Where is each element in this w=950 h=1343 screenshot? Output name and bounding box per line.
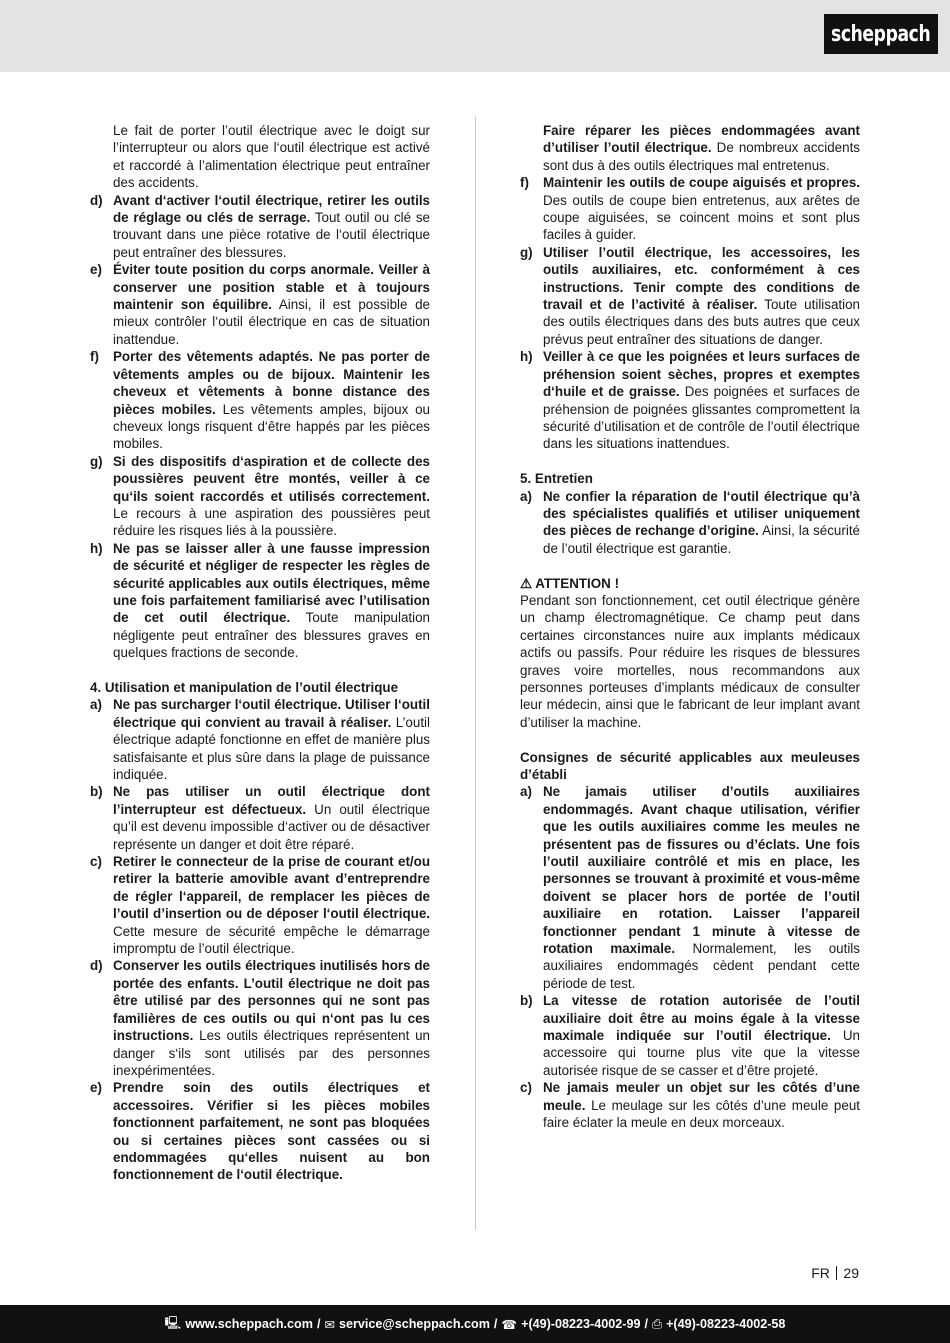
spacer (520, 557, 860, 574)
paragraph (520, 592, 860, 731)
body-text: Ainsi, il est possible de mieux contrôler l‘outil électrique en cas de situation inattendue. (113, 297, 430, 347)
body-text: Le fait de porter l’outil électrique avec le doigt sur l’interrupteur ou alors que l‘outil électrique est activé et raccordé à l’alimentation électrique peut entraîner des accidents. (113, 123, 430, 191)
body-text: De nombreux accidents sont dus à des outils électriques mal entretenus. (543, 140, 860, 173)
list-item (520, 783, 860, 992)
page-language: FR (811, 1265, 830, 1281)
list-item (90, 696, 430, 783)
list-item-label: d) (90, 192, 103, 208)
footer-separator: / (493, 1317, 498, 1331)
section-heading: 5. Entretien (520, 471, 593, 487)
footer-website-link[interactable]: www.scheppach.com (185, 1317, 313, 1331)
body-text: Pendant son fonctionnement, cet outil électrique génère un champ électromagnétique. Ce champ peut dans certaines circonstances nuire aux implants médicaux actifs ou passifs. Pour réduire les risques de blessures graves voire mortelles, nous recommandons aux personnes porteuses d’implants médicaux de consulter leur médecin, ainsi que le fabricant de leur implant avant d’utiliser la machine. (520, 592, 860, 730)
footer-phone: +(49)-08223-4002-99 (521, 1317, 641, 1331)
list-item-label: a) (90, 697, 102, 713)
body-text: Toute utilisation des outils électriques dans des buts autres que ceux prévus peut entraîner des situations de danger. (543, 297, 860, 347)
list-item (90, 853, 430, 957)
footer-separator: / (316, 1317, 321, 1331)
footer-email-link[interactable]: service@scheppach.com (339, 1317, 490, 1331)
list-item (90, 261, 430, 348)
body-text: Un accessoire qui tourne plus vite que la vitesse autorisée risque de se casser et d’être projeté. (543, 1028, 860, 1078)
bold-text: Utiliser l’outil électrique, les accessoires, les outils auxiliaires, etc. conformément à ces instructions. Tenir compte des conditions de travail et de l’activité à réaliser. (543, 244, 860, 313)
spacer (520, 731, 860, 748)
list-item-label: g) (520, 244, 533, 260)
list-item (90, 783, 430, 853)
bold-text: Faire réparer les pièces endommagées avant d’utiliser l’outil électrique. (543, 123, 860, 156)
brand-logo-text: scheppach (831, 21, 931, 47)
computer-icon: 🖳 (164, 1315, 182, 1330)
bold-text: Éviter toute position du corps anormale. Veiller à conserver une position stable et à toujours maintenir son équilibre. (113, 262, 430, 313)
body-text: Cette mesure de sécurité empêche le démarrage impromptu de l’outil électrique. (113, 923, 430, 957)
list-item (520, 244, 860, 348)
list-item (520, 348, 860, 452)
list-item-label: e) (90, 1080, 102, 1096)
bold-text: Maintenir les outils de coupe aiguisés et propres. (543, 175, 860, 191)
paragraph (520, 122, 860, 174)
bold-text: Ne pas surcharger l‘outil électrique. Utiliser l‘outil électrique qui convient au travail à réaliser. (113, 697, 430, 730)
body-text: Des poignées et surfaces de préhension de poignées glissantes compromettent la sécurité d’utilisation et de contrôle de l’outil électrique dans les situations inattendues. (543, 384, 860, 452)
list-item-label: b) (90, 784, 103, 800)
list-item (90, 192, 430, 262)
body-text: Les vêtements amples, bijoux ou cheveux longs risquent d‘être happés par les pièces mobiles. (113, 401, 430, 452)
bold-text: Ne pas utiliser un outil électrique dont l’interrupteur est défectueux. (113, 784, 430, 817)
phone-icon: ☎ (501, 1317, 518, 1332)
list-item (520, 1079, 860, 1131)
mail-icon: ✉ (324, 1317, 336, 1332)
list-item (90, 957, 430, 1079)
bold-text: Si des dispositifs d‘aspiration et de collecte des poussières peuvent être montés, veiller à ce qu‘ils soient raccordés et utilisés correctement. (113, 453, 430, 504)
spacer (520, 453, 860, 470)
bold-text: Ne confier la réparation de l‘outil électrique qu’à des spécialistes qualifiés et utiliser uniquement des pièces de rechange d’origine. (543, 488, 860, 539)
bold-text: Prendre soin des outils électriques et accessoires. Vérifier si les pièces mobiles fonctionnent parfaitement, ne sont pas bloquées ou si certaines pièces sont cassées ou si endommagées qu‘elles nuisent au bon fonctionnement de l‘outil électrique. (113, 1080, 430, 1183)
footer-separator: / (644, 1317, 648, 1331)
list-item-label: e) (90, 262, 102, 278)
column-divider (475, 116, 476, 1230)
page-number-value: 29 (843, 1265, 859, 1281)
list-item-label: f) (90, 349, 99, 365)
list-item-label: h) (90, 540, 103, 556)
body-text: Ainsi, la sécurité de l’outil électrique est garantie. (543, 523, 860, 556)
list-item-label: h) (520, 349, 533, 365)
spacer (90, 662, 430, 679)
list-item (90, 540, 430, 662)
body-text: Des outils de coupe bien entretenus, aux arêtes de coupe aiguisées, se coincent moins et sont plus faciles à guider. (543, 192, 860, 243)
fax-icon: ⎙ (651, 1316, 663, 1331)
footer-contact-bar (0, 1305, 950, 1343)
brand-logo (824, 14, 938, 54)
bold-text: Ne pas se laisser aller à une fausse impression de sécurité et négliger de respecter les règles de sécurité applicables aux outils électriques, même une fois parfaitement familiarisé avec l’utilisation de cet outil électrique. (113, 540, 430, 626)
bold-text: Porter des vêtements adaptés. Ne pas porter de vêtements amples ou de bijoux. Maintenir les cheveux et vêtements à bonne distance des pièces mobiles. (113, 349, 430, 417)
list-item-label: a) (520, 488, 532, 504)
body-text: Un outil électrique qu’il est devenu impossible d‘activer ou de désactiver représente un danger et doit être réparé. (113, 801, 430, 852)
body-text: Le meulage sur les côtés d’une meule peut faire éclater la meule en deux morceaux. (543, 1097, 860, 1131)
list-item-label: a) (520, 784, 532, 800)
list-item-label: f) (520, 175, 529, 191)
paragraph (90, 122, 430, 192)
right-column (520, 122, 860, 1132)
list-item (520, 174, 860, 244)
bold-text: Retirer le connecteur de la prise de courant et/ou retirer la batterie amovible avant d’entreprendre de régler l‘appareil, de remplacer les pièces de l’outil d’insertion ou de déposer l‘outil électrique. (113, 854, 430, 922)
header-band (0, 0, 950, 72)
list-item-label: b) (520, 993, 533, 1009)
list-item (520, 992, 860, 1079)
list-item (90, 1079, 430, 1183)
page-number (811, 1265, 859, 1281)
footer-fax: +(49)-08223-4002-58 (666, 1317, 786, 1331)
body-text: Toute manipulation négligente peut entraîner des blessures graves en quelques fractions de seconde. (113, 610, 430, 661)
body-text: Les outils électriques représentent un danger s‘ils sont utilisés par des personnes inexpérimentées. (113, 1028, 430, 1078)
section-heading: ⚠ ATTENTION ! (520, 575, 620, 591)
list-item-label: c) (90, 854, 102, 870)
list-item-label: g) (90, 453, 103, 469)
bold-text: Conserver les outils électriques inutilisés hors de portée des enfants. L’outil électrique ne doit pas être utilisé par des personnes qui ne sont pas familières de ces outils ou qui n‘ont pas lu ces instructions. (113, 958, 430, 1044)
page-number-separator (836, 1266, 838, 1280)
list-item-label: c) (520, 1080, 532, 1096)
body-text: Normalement, les outils auxiliaires endommagés cèdent pendant cette période de test. (543, 941, 860, 991)
list-item (90, 348, 430, 452)
section-heading: Consignes de sécurité applicables aux meuleuses d’établi (520, 749, 860, 782)
body-text: Le recours à une aspiration des poussières peut réduire les risques liés à la poussière. (113, 505, 430, 539)
left-column (90, 122, 430, 1184)
bold-text: Veiller à ce que les poignées et leurs surfaces de préhension soient sèches, propres et exemptes d‘huile et de graisse. (543, 349, 860, 400)
bold-text: Ne jamais utiliser d’outils auxiliaires endommagés. Avant chaque utilisation, vérifier que les outils auxiliaires comme les meules ne présentent pas de fissures ou d’éclats. Une fois l’outil auxiliaire contrôlé et mis en place, les personnes se trouvant à proximité et vous-même doivent se placer hors de portée de l’outil auxiliaire en rotation. Laisser l’appareil fonctionner pendant 1 minute à vitesse de rotation maximale. (543, 784, 860, 957)
bold-text: Ne jamais meuler un objet sur les côtés d’une meule. (543, 1080, 860, 1113)
list-item (520, 488, 860, 558)
bold-text: Avant d‘activer l‘outil électrique, retirer les outils de réglage ou clés de serrage. (113, 192, 430, 226)
list-item (90, 453, 430, 540)
section-heading: 4. Utilisation et manipulation de l’outil électrique (90, 679, 399, 695)
bold-text: La vitesse de rotation autorisée de l’outil auxiliaire doit être au moins égale à la vitesse maximale indiquée sur l’outil électrique. (543, 993, 860, 1044)
body-text: L’outil électrique adapté fonctionne en effet de manière plus satisfaisante et plus sûre dans la plage de puissance indiquée. (113, 714, 430, 783)
list-item-label: d) (90, 958, 103, 974)
body-text: Tout outil ou clé se trouvant dans une pièce rotative de l‘outil électrique peut entraîner des blessures. (113, 210, 430, 260)
